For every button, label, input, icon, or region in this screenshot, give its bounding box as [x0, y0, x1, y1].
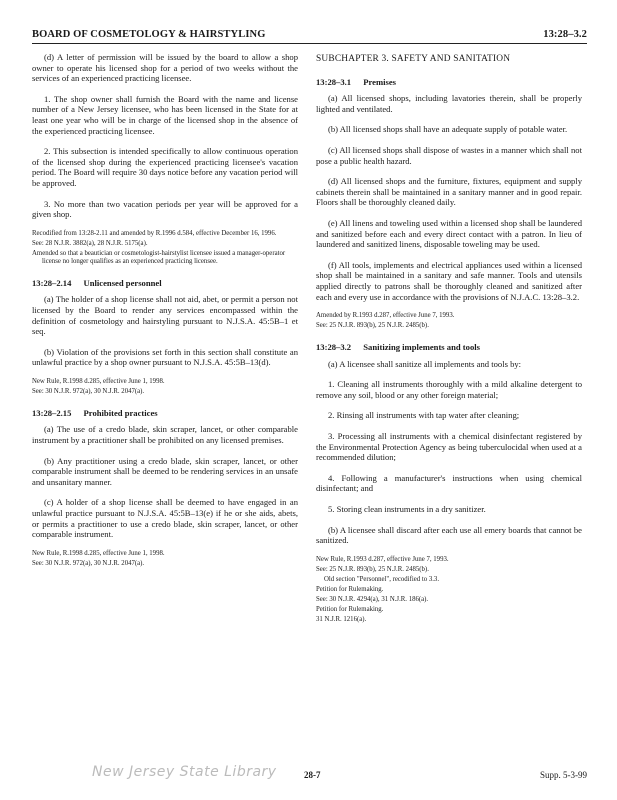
list-item: 1. The shop owner shall furnish the Board with the name and license number of a New Jersey licensee, who has been licensed in the State for at least one year who will be in charge of the licensed shop in the absence of the experienced practicing licensee. [32, 93, 298, 136]
rule-heading [316, 342, 582, 353]
list-item: 5. Storing clean instruments in a dry sanitizer. [328, 504, 486, 515]
paragraph-b: (b) All licensed shops shall have an adequate supply of potable water. [328, 124, 568, 135]
paragraph-a: (a) The holder of a shop license shall not aid, abet, or permit a person not licensed by the Board to render any services encompassed within the definition of cosmetology and hairstyling pursuant to N.J.S.A. 45:5B–1 et seq. [32, 294, 298, 337]
page-number: 28-7 [304, 770, 321, 780]
history-note-line: See: 30 N.J.R. 972(a), 30 N.J.R. 2047(a). [32, 559, 145, 567]
paragraph-e: (e) All linens and toweling used within a licensed shop shall be laundered and sanitized before each and every direct contact with a patron. In lieu of laundered and sanitized linens, disposable toweling may be used. [316, 217, 582, 250]
list-item: 4. Following a manufacturer's instructions when using chemical disinfectant; and [316, 472, 582, 494]
history-note [32, 230, 298, 266]
header-section: 13:28–3.2 [543, 29, 587, 40]
library-watermark: New Jersey State Library [92, 764, 277, 780]
history-note [32, 550, 298, 568]
left-column [32, 52, 298, 578]
history-note-line: New Rule, R.1998 d.285, effective June 1, 1998. [32, 549, 165, 557]
list-item: 3. Processing all instruments with a chemical disinfectant registered by the Environmental Protection Agency as being tuberculocidal when used at a recommended dilution; [316, 431, 582, 463]
paragraph-d: (d) All licensed shops and the furniture, fixtures, equipment and supply cabinets therein shall be maintained in a sanitary manner and in good repair. Floors shall be thoroughly cleaned daily. [316, 176, 582, 208]
list-item: 2. This subsection is intended specifically to allow continuous operation of the licensed shop during the experienced practicing licensee's vacation period. The Board will require 30 days notice before any vacation period will be approved. [32, 146, 298, 188]
history-note-line: Amended by R.1993 d.287, effective June 7, 1993. [316, 312, 455, 320]
rule-title: Sanitizing implements and tools [363, 342, 480, 353]
paragraph-c: (c) All licensed shops shall dispose of wastes in a manner which shall not pose a public health hazard. [316, 144, 582, 166]
history-note-line: See: 25 N.J.R. 893(b), 25 N.J.R. 2485(b). [316, 565, 429, 573]
history-note-line: 31 N.J.R. 1216(a). [316, 615, 367, 623]
history-note-line: Old section "Personnel", recodified to 3.3. [324, 575, 440, 583]
rule-number: 13:28–3.2 [316, 342, 352, 353]
running-header [32, 27, 587, 44]
history-note [316, 312, 582, 330]
page-footer [32, 764, 587, 786]
header-title: BOARD OF COSMETOLOGY & HAIRSTYLING [32, 29, 266, 40]
supplement-date: Supp. 5-3-99 [540, 770, 587, 780]
right-column [316, 52, 582, 634]
history-note-line: See: 25 N.J.R. 893(b), 25 N.J.R. 2485(b). [316, 322, 429, 330]
history-note-line: Amended so that a beautician or cosmetologist-hairstylist licensee issued a manager-operator license no longer qualifies as an experienced practicing licensee. [32, 249, 286, 265]
paragraph-a: (a) The use of a credo blade, skin scraper, lancet, or other comparable instrument by a practitioner shall be prohibited on any licensed premises. [32, 424, 298, 446]
history-note-line: New Rule, R.1998 d.285, effective June 1, 1998. [32, 377, 165, 385]
history-note [32, 378, 298, 396]
history-note-line: See: 30 N.J.R. 4294(a), 31 N.J.R. 186(a). [316, 595, 429, 603]
rule-heading [32, 408, 298, 419]
history-note-line: Petition for Rulemaking. [316, 605, 384, 613]
history-note [316, 556, 582, 624]
list-item: 2. Rinsing all instruments with tap water after cleaning; [328, 410, 520, 421]
paragraph-a: (a) All licensed shops, including lavatories therein, shall be properly lighted and ventilated. [316, 93, 582, 114]
paragraph-c: (c) A holder of a shop license shall be deemed to have engaged in an unlawful practice pursuant to N.J.S.A. 45:5B–13(e) if he or she aids, abets, or permits a practitioner to use a credo blade, skin scraper, lancet, or other comparable instrument. [32, 497, 298, 540]
history-note-line: Petition for Rulemaking. [316, 585, 384, 593]
paragraph-b: (b) Any practitioner using a credo blade, skin scraper, lancet, or other comparable instrument shall be deemed to be rendering services in an unsafe and unsanitary manner. [32, 455, 298, 487]
rule-title: Premises [363, 76, 397, 87]
rule-heading [316, 77, 582, 88]
paragraph-b: (b) A licensee shall discard after each use all emery boards that cannot be sanitized. [316, 524, 582, 546]
rule-number: 13:28–3.1 [316, 76, 352, 87]
paragraph-a: (a) A licensee shall sanitize all implements and tools by: [328, 358, 522, 369]
list-item: 1. Cleaning all instruments thoroughly with a mild alkaline detergent to remove any soil, blood or any other foreign material; [316, 379, 582, 400]
paragraph-b: (b) Violation of the provisions set forth in this section shall constitute an unlawful practice by a shop owner pursuant to N.J.S.A. 45:5B–13(d). [32, 346, 298, 368]
list-item: 3. No more than two vacation periods per year will be approved for a given shop. [32, 198, 298, 220]
paragraph-d: (d) A letter of permission will be issued by the board to allow a shop owner to operate his licensed shop for a period of two weeks without the services of an experienced practicing licensee. [32, 52, 298, 84]
history-note-line: See: 28 N.J.R. 3882(a), 28 N.J.R. 5175(a). [32, 239, 148, 247]
rule-title: Unlicensed personnel [83, 277, 162, 288]
history-note-line: New Rule, R.1993 d.287, effective June 7, 1993. [316, 555, 449, 563]
rule-heading [32, 278, 298, 289]
subchapter-heading: SUBCHAPTER 3. SAFETY AND SANITATION [316, 54, 511, 64]
paragraph-f: (f) All tools, implements and electrical appliances used within a licensed shop shall be maintained in a sanitary and safe manner. Tools and utensils applied directly to patrons shall be thoroughly cleaned and sanitized after each and every use in accordance with the provisions of N.J.A.C. 13:28–3.2. [316, 259, 582, 302]
rule-number: 13:28–2.15 [32, 407, 72, 418]
rule-title: Prohibited practices [83, 407, 158, 418]
history-note-line: See: 30 N.J.R. 972(a), 30 N.J.R. 2047(a). [32, 387, 145, 395]
rule-number: 13:28–2.14 [32, 277, 72, 288]
history-note-line: Recodified from 13:28-2.11 and amended by R.1996 d.584, effective December 16, 1996. [32, 229, 277, 237]
